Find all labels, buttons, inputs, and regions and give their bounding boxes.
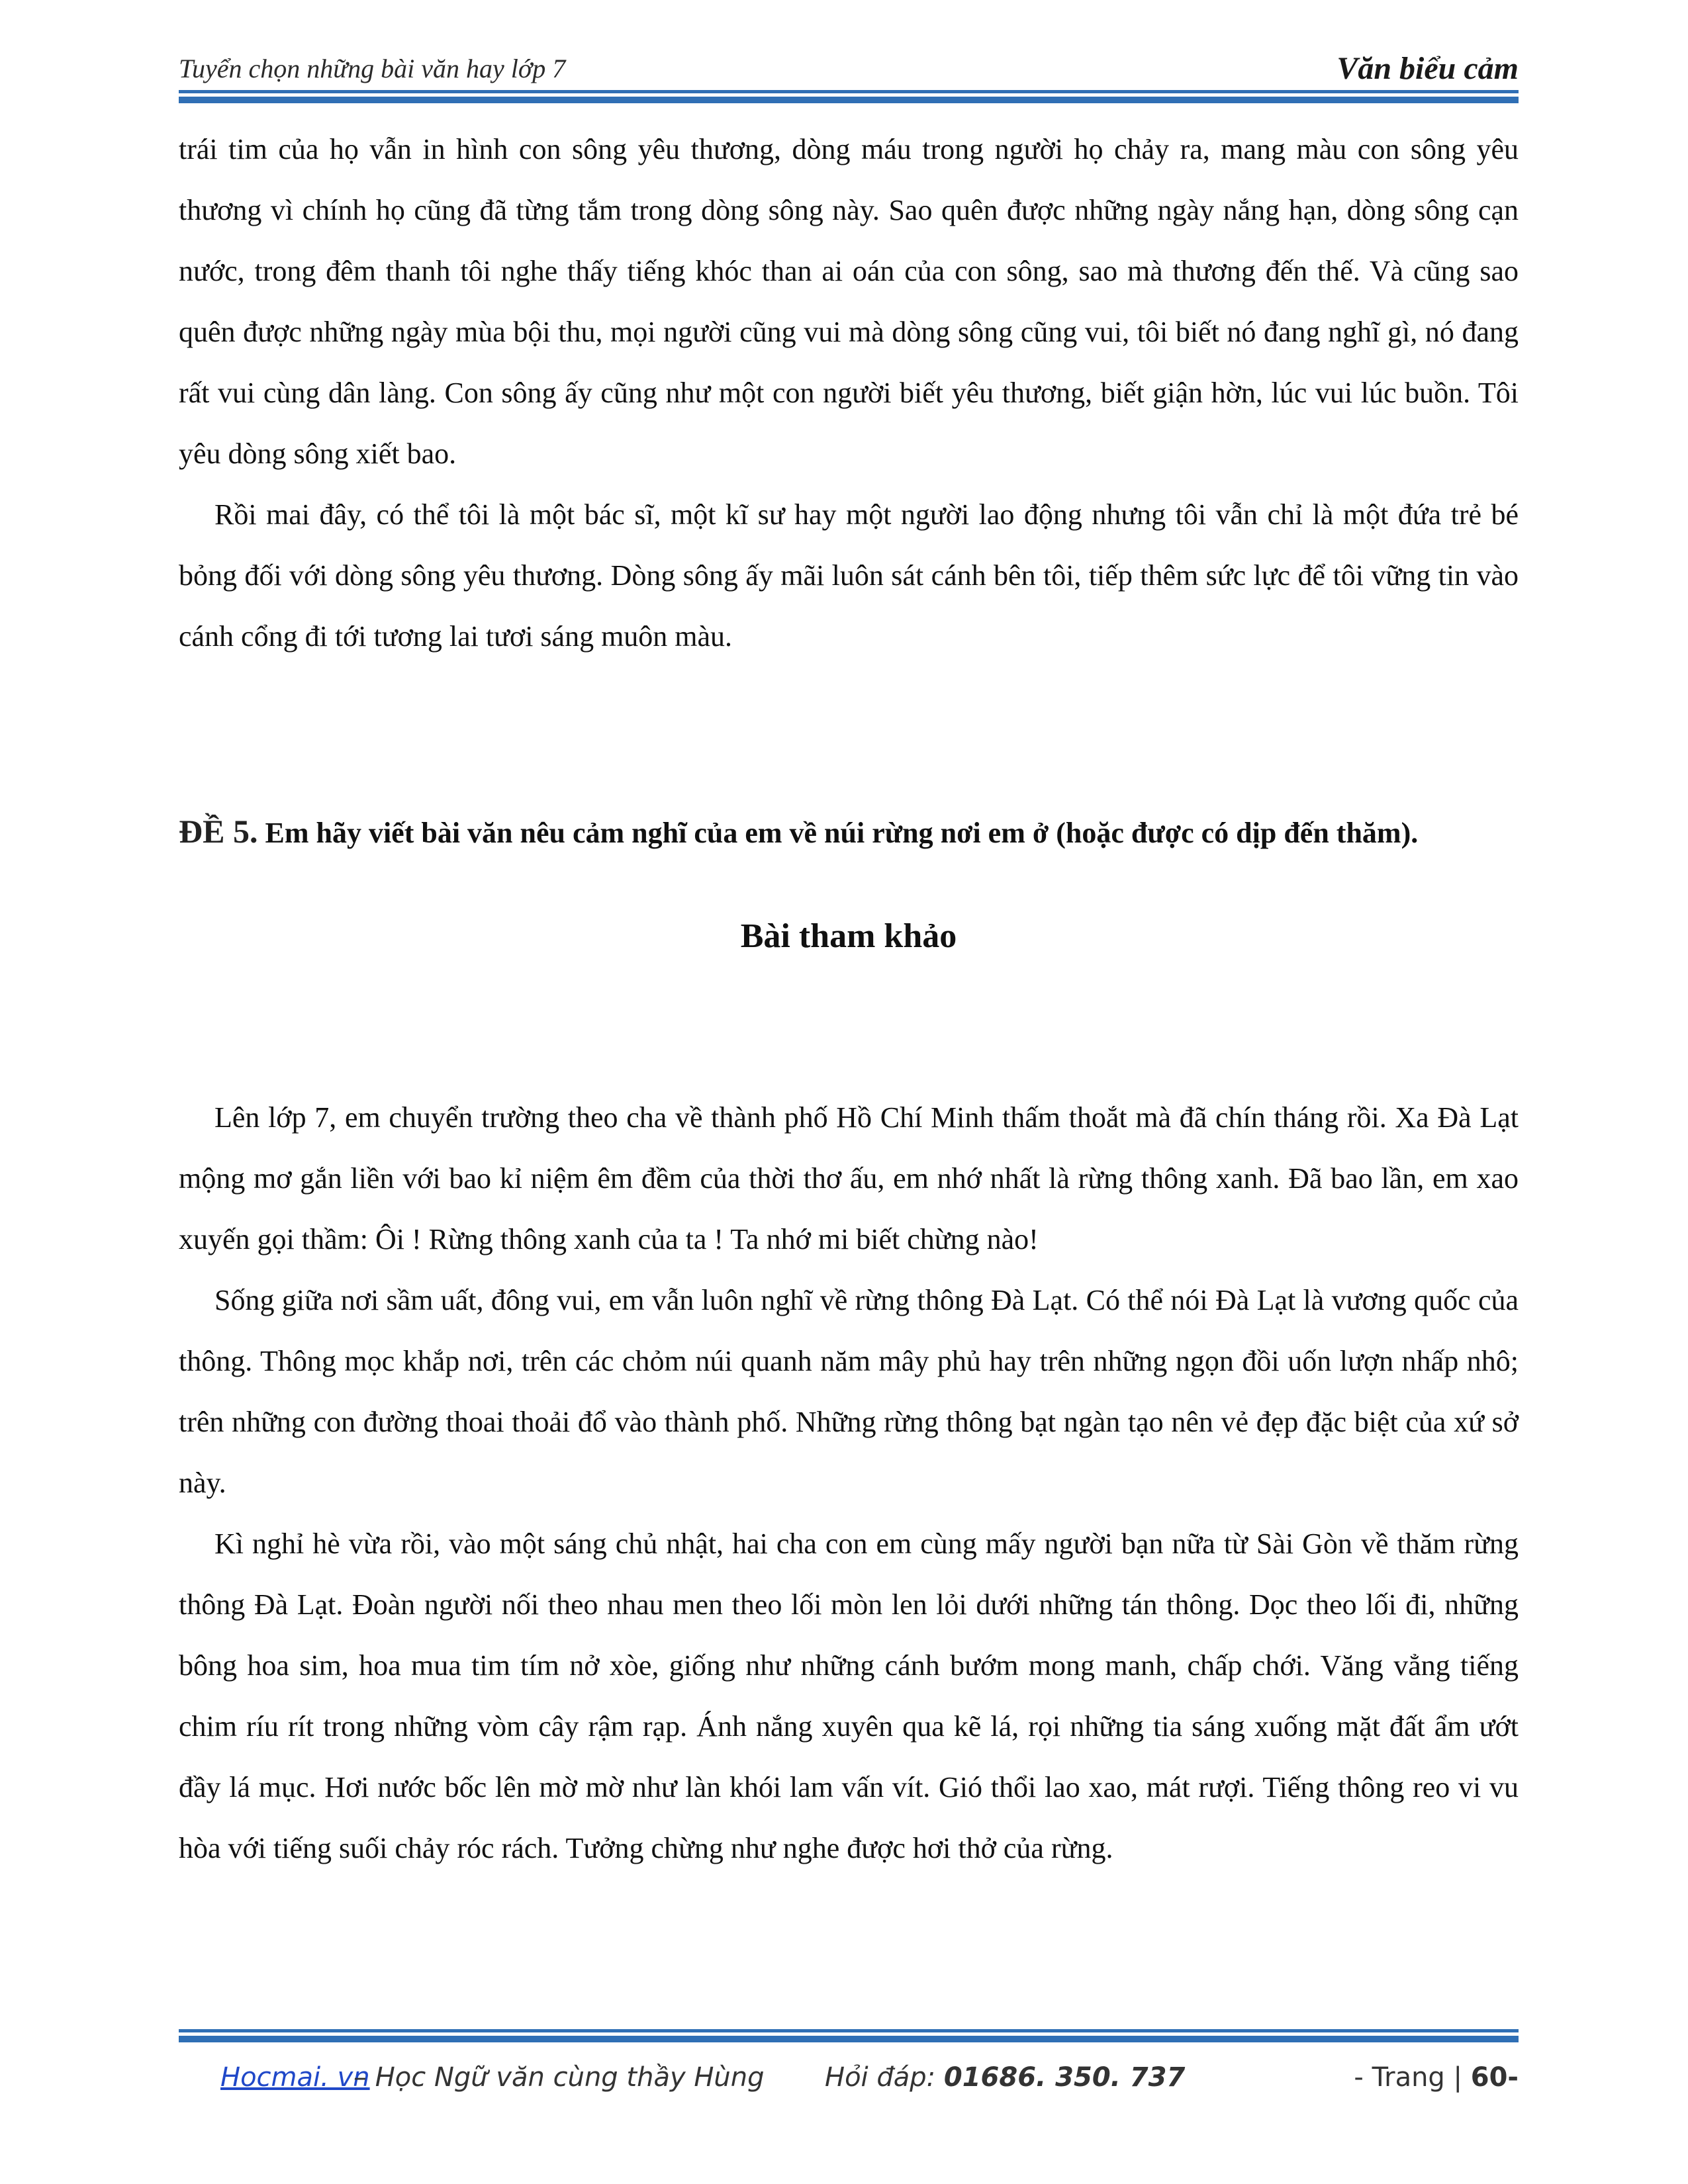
header-section-title: Văn biểu cảm bbox=[1336, 51, 1519, 86]
exercise-text: Em hãy viết bài văn nêu cảm nghĩ của em về núi rừng nơi em ở (hoặc được có dịp đến thăm). bbox=[258, 817, 1419, 849]
page-prefix: - Trang | bbox=[1354, 2062, 1471, 2093]
page-content bbox=[179, 119, 1519, 1879]
page-number bbox=[1354, 2062, 1519, 2093]
footer-hotline bbox=[825, 2062, 1185, 2093]
exercise-label: ĐỀ 5. bbox=[179, 813, 258, 850]
header-divider bbox=[179, 90, 1519, 103]
hotline-number: 01686. 350. 737 bbox=[943, 2062, 1186, 2093]
reference-title: Bài tham khảo bbox=[740, 917, 957, 955]
footer-divider bbox=[179, 2029, 1519, 2042]
hotline-label: Hỏi đáp: bbox=[825, 2062, 944, 2093]
paragraph: Lên lớp 7, em chuyển trường theo cha về thành phố Hồ Chí Minh thấm thoắt mà đã chín tháng rồi. Xa Đà Lạt mộng mơ gắn liền với bao kỉ niệm êm đềm của thời thơ ấu, em nhớ nhất là rừng thông xanh. Đã bao lần, em xao xuyến gọi thầm: Ôi ! Rừng thông xanh của ta ! Ta nhớ mi biết chừng nào! bbox=[179, 1101, 1519, 1255]
site-link[interactable]: Hocmai. vn bbox=[220, 2062, 370, 2093]
header-book-title: Tuyển chọn những bài văn hay lớp 7 bbox=[179, 54, 566, 83]
exercise-prompt bbox=[179, 799, 1519, 865]
paragraph: Rồi mai đây, có thể tôi là một bác sĩ, một kĩ sư hay một người lao động nhưng tôi vẫn chỉ là một đứa trẻ bé bỏng đối với dòng sông yêu thương. Dòng sông ấy mãi luôn sát cánh bên tôi, tiếp thêm sức lực để tôi vững tin vào cánh cổng đi tới tương lai tươi sáng muôn màu. bbox=[179, 498, 1519, 653]
paragraph: Sống giữa nơi sầm uất, đông vui, em vẫn luôn nghĩ về rừng thông Đà Lạt. Có thể nói Đà Lạt là vương quốc của thông. Thông mọc khắp nơi, trên các chỏm núi quanh năm mây phủ hay trên những ngọn đồi uốn lượn nhấp nhô; trên những con đường thoai thoải đổ vào thành phố. Những rừng thông bạt ngàn tạo nên vẻ đẹp đặc biệt của xứ sở này. bbox=[179, 1284, 1519, 1499]
paragraph: trái tim của họ vẫn in hình con sông yêu thương, dòng máu trong người họ chảy ra, mang màu con sông yêu thương vì chính họ cũng đã từng tắm trong dòng sông này. Sao quên được những ngày nắng hạn, dòng sông cạn nước, trong đêm thanh tôi nghe thấy tiếng khóc than ai oán của con sông, sao mà thương đến thế. Và cũng sao quên được những ngày mùa bội thu, mọi người cũng vui mà dòng sông cũng vui, tôi biết nó đang nghĩ gì, nó đang rất vui cùng dân làng. Con sông ấy cũng như một con người biết yêu thương, biết giận hờn, lúc vui lúc buồn. Tôi yêu dòng sông xiết bao. bbox=[179, 133, 1519, 470]
page-footer bbox=[179, 2062, 1519, 2102]
page-header bbox=[179, 48, 1519, 87]
page-number-value: 60- bbox=[1470, 2062, 1519, 2093]
paragraph: Kì nghỉ hè vừa rồi, vào một sáng chủ nhật, hai cha con em cùng mấy người bạn nữa từ Sài Gòn về thăm rừng thông Đà Lạt. Đoàn người nối theo nhau men theo lối mòn len lỏi dưới những tán thông. Dọc theo lối đi, những bông hoa sim, hoa mua tim tím nở xòe, giống như những cánh bướm mong manh, chấp chới. Văng vẳng tiếng chim ríu rít trong những vòm cây rậm rạp. Ánh nắng xuyên qua kẽ lá, rọi những tia sáng xuống mặt đất ẩm ướt đầy lá mục. Hơi nước bốc lên mờ mờ như làn khói lam vấn vít. Gió thổi lao xao, mát rượi. Tiếng thông reo vi vu hòa với tiếng suối chảy róc rách. Tưởng chừng như nghe được hơi thở của rừng. bbox=[179, 1527, 1519, 1864]
footer-teacher-text: – Học Ngữ văn cùng thầy Hùng bbox=[353, 2062, 765, 2093]
